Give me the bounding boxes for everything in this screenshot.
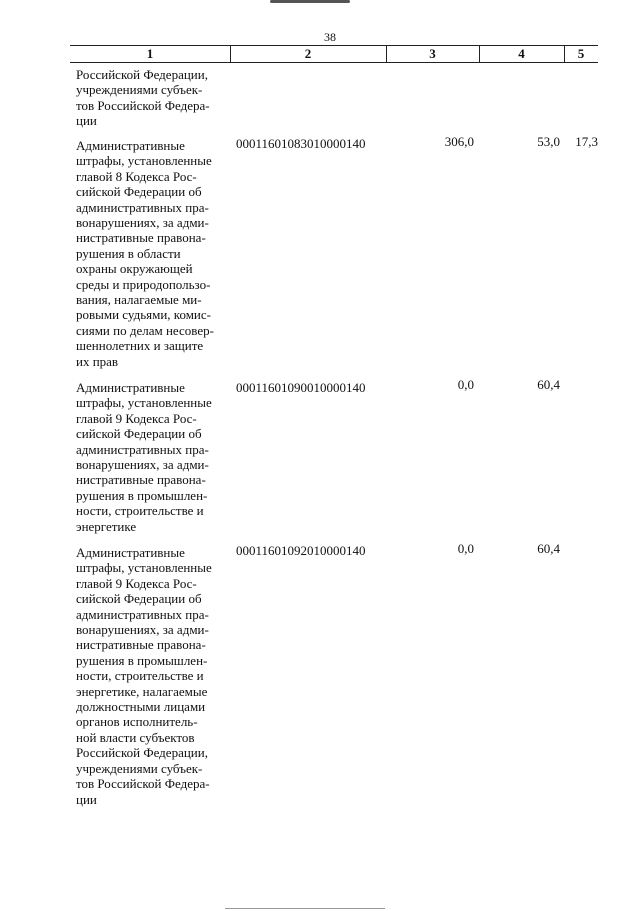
row-value-col5: 17,3 xyxy=(575,134,598,149)
table-header xyxy=(70,45,598,63)
row-value-col4: 60,4 xyxy=(537,541,560,556)
row-code: 00011601092010000140 xyxy=(236,543,366,558)
column-header-4: 4 xyxy=(518,46,525,61)
row-value-col3: 0,0 xyxy=(457,377,474,392)
page-number: 38 xyxy=(324,30,336,44)
row-value-col3: 0,0 xyxy=(457,541,474,556)
row-description: Административные штрафы, установленные главой 9 Кодекса Рос- сийской Федерации об административных пра- вонарушениях, за адми- нистративные правона- рушения в промышлен- ности, строительстве и энергетике xyxy=(76,380,212,534)
scan-mark-bottom xyxy=(225,908,385,909)
scan-mark-top xyxy=(270,0,350,3)
row-description: Российской Федерации, учреждениями субъек- тов Российской Федера- ции xyxy=(76,67,210,129)
row-description: Административные штрафы, установленные главой 9 Кодекса Рос- сийской Федерации об административных пра- вонарушениях, за адми- нистративные правона- рушения в промышлен- ности, строительстве и энергетике, налагаемые должностными лицами органов исполнитель- ной власти субъектов Российской Федерации, учреждениями субъек- тов Российской Федера- ции xyxy=(76,545,212,807)
row-value-col4: 60,4 xyxy=(537,377,560,392)
column-header-2: 2 xyxy=(304,46,312,61)
row-code: 00011601090010000140 xyxy=(236,380,366,395)
column-header-1: 1 xyxy=(146,46,154,61)
column-header-3: 3 xyxy=(429,46,436,61)
row-value-col4: 53,0 xyxy=(537,134,560,149)
row-value-col3: 306,0 xyxy=(444,134,474,149)
row-code: 00011601083010000140 xyxy=(236,136,366,151)
row-description: Административные штрафы, установленные главой 8 Кодекса Рос- сийской Федерации об административных пра- вонарушениях, за адми- нистративные правона- рушения в области охраны окружающей среды и природопользо- вания, налагаемые ми- ровыми судьями, комис- сиями по делам несовер- шеннолетних и защите их прав xyxy=(76,138,214,369)
column-header-5: 5 xyxy=(577,46,585,61)
